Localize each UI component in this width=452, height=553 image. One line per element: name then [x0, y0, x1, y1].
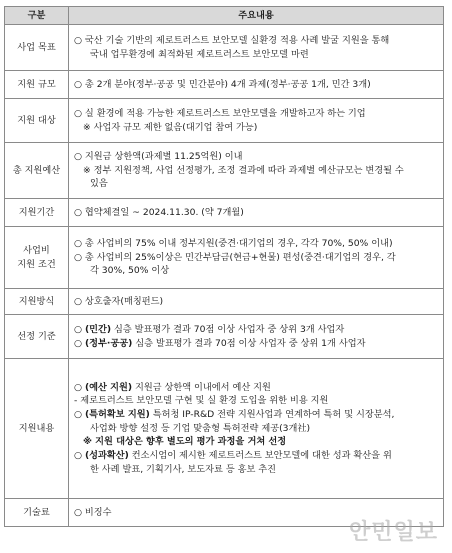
- table-row: [5, 99, 444, 143]
- content-line: ○ 비징수: [74, 506, 112, 518]
- content-line: 한 사례 발표, 기획기사, 보도자료 등 홍보 추진: [90, 463, 277, 475]
- content-line: ○ (예산 지원) 지원금 상한액 이내에서 예산 지원: [74, 381, 271, 393]
- row-content: [69, 289, 444, 315]
- content-line: ※ 정부 지원정책, 사업 선정평가, 조정 결과에 따라 과제별 예산규모는 변경될 수: [83, 164, 404, 176]
- support-program-table: [4, 6, 444, 527]
- content-note: ※ 지원 대상은 향후 별도의 평가 과정을 거쳐 선정: [83, 436, 287, 448]
- table-row: [5, 199, 444, 227]
- line-text: 특허청 IP-R&D 전략 지원사업과 연계하여 특허 및 시장분석,: [149, 409, 395, 421]
- bold-prefix: (특허확보 지원): [84, 409, 150, 421]
- row-label: 총 지원예산: [5, 143, 69, 199]
- content-line: ※ 사업자 규모 제한 없음(대기업 참여 가능): [83, 121, 258, 133]
- row-content: [69, 71, 444, 99]
- content-line: ○ 상호출자(매칭펀드): [74, 295, 164, 307]
- row-content: [69, 359, 444, 499]
- content-line: 각 30%, 50% 이상: [90, 265, 170, 277]
- newspaper-watermark: 안민일보: [348, 520, 438, 545]
- content-line: ○ (민간) 심층 발표평가 결과 70점 이상 사업자 중 상위 3개 사업자: [74, 323, 345, 335]
- content-line: ○ 실 환경에 적용 가능한 제로트러스트 보안모델을 개발하고자 하는 기업: [74, 107, 366, 119]
- row-label: 지원 대상: [5, 99, 69, 143]
- line-text: 지원금 상한액 이내에서 예산 지원: [132, 381, 271, 393]
- table-row: [5, 289, 444, 315]
- content-line: ○ 국산 기술 기반의 제로트러스트 보안모델 실환경 적용 사례 발굴 지원을 통해: [74, 34, 390, 46]
- bold-prefix: (성과확산): [84, 449, 129, 461]
- line-text: 심층 발표평가 결과 70점 이상 사업자 중 상위 1개 사업자: [132, 337, 366, 349]
- content-line: ○ (성과확산) 컨소시엄이 제시한 제로트러스트 보안모델에 대한 성과 확산을 위: [74, 449, 392, 461]
- row-content: [69, 143, 444, 199]
- row-label-line: 지원 조건: [17, 258, 56, 270]
- row-label: 지원내용: [5, 359, 69, 499]
- bold-prefix: (정부·공공): [84, 337, 133, 349]
- row-label: 지원방식: [5, 289, 69, 315]
- line-text: 심층 발표평가 결과 70점 이상 사업자 중 상위 3개 사업자: [111, 323, 345, 335]
- row-content: [69, 25, 444, 71]
- content-line: 국내 업무환경에 최적화된 제로트러스트 보안모델 마련: [90, 48, 309, 60]
- row-content: [69, 99, 444, 143]
- content-line: 사업화 방향 설정 등 기업 맞춤형 특허전략 제공(3개社): [90, 422, 311, 434]
- table-header-row: [5, 7, 444, 25]
- row-label: 기술료: [5, 499, 69, 527]
- content-line: ○ (특허확보 지원) 특허청 IP-R&D 전략 지원사업과 연계하여 특허 및 시장분석,: [74, 409, 395, 421]
- bold-prefix: (예산 지원): [84, 381, 133, 393]
- content-line: ○ 총 사업비의 25%이상은 민간부담금(현금+현물) 편성(중견·대기업의 경우, 각: [74, 251, 396, 263]
- content-line: - 제로트러스트 보안모델 구현 및 실 환경 도입을 위한 비용 지원: [74, 395, 329, 407]
- header-category: 구분: [5, 7, 69, 25]
- content-line: ○ 총 2개 분야(정부·공공 및 민간분야) 4개 과제(정부·공공 1개, 민간 3개): [74, 78, 371, 90]
- row-content: [69, 315, 444, 359]
- row-label: 지원기간: [5, 199, 69, 227]
- bold-prefix: (민간): [84, 323, 112, 335]
- line-text: 컨소시엄이 제시한 제로트러스트 보안모델에 대한 성과 확산을 위: [128, 449, 392, 461]
- content-line: ○ (정부·공공) 심층 발표평가 결과 70점 이상 사업자 중 상위 1개 사업자: [74, 337, 366, 349]
- table-row: [5, 71, 444, 99]
- table-row: [5, 359, 444, 499]
- row-content: [69, 227, 444, 289]
- row-label: 사업 목표: [5, 25, 69, 71]
- table-row: [5, 227, 444, 289]
- row-content: [69, 199, 444, 227]
- content-line: ○ 협약체결일 ~ 2024.11.30. (약 7개월): [74, 206, 244, 218]
- content-line: 있음: [90, 178, 108, 190]
- row-label: [5, 227, 69, 289]
- table-row: [5, 143, 444, 199]
- table-row: [5, 25, 444, 71]
- row-label: 지원 규모: [5, 71, 69, 99]
- header-main-content: 주요내용: [69, 7, 444, 25]
- row-label-line: 사업비: [23, 244, 50, 256]
- row-label: 선정 기준: [5, 315, 69, 359]
- content-line: ○ 총 사업비의 75% 이내 정부지원(중견·대기업의 경우, 각각 70%, 50% 이내): [74, 238, 393, 250]
- table-row: [5, 315, 444, 359]
- content-line: ○ 지원금 상한액(과제별 11.25억원) 이내: [74, 151, 243, 163]
